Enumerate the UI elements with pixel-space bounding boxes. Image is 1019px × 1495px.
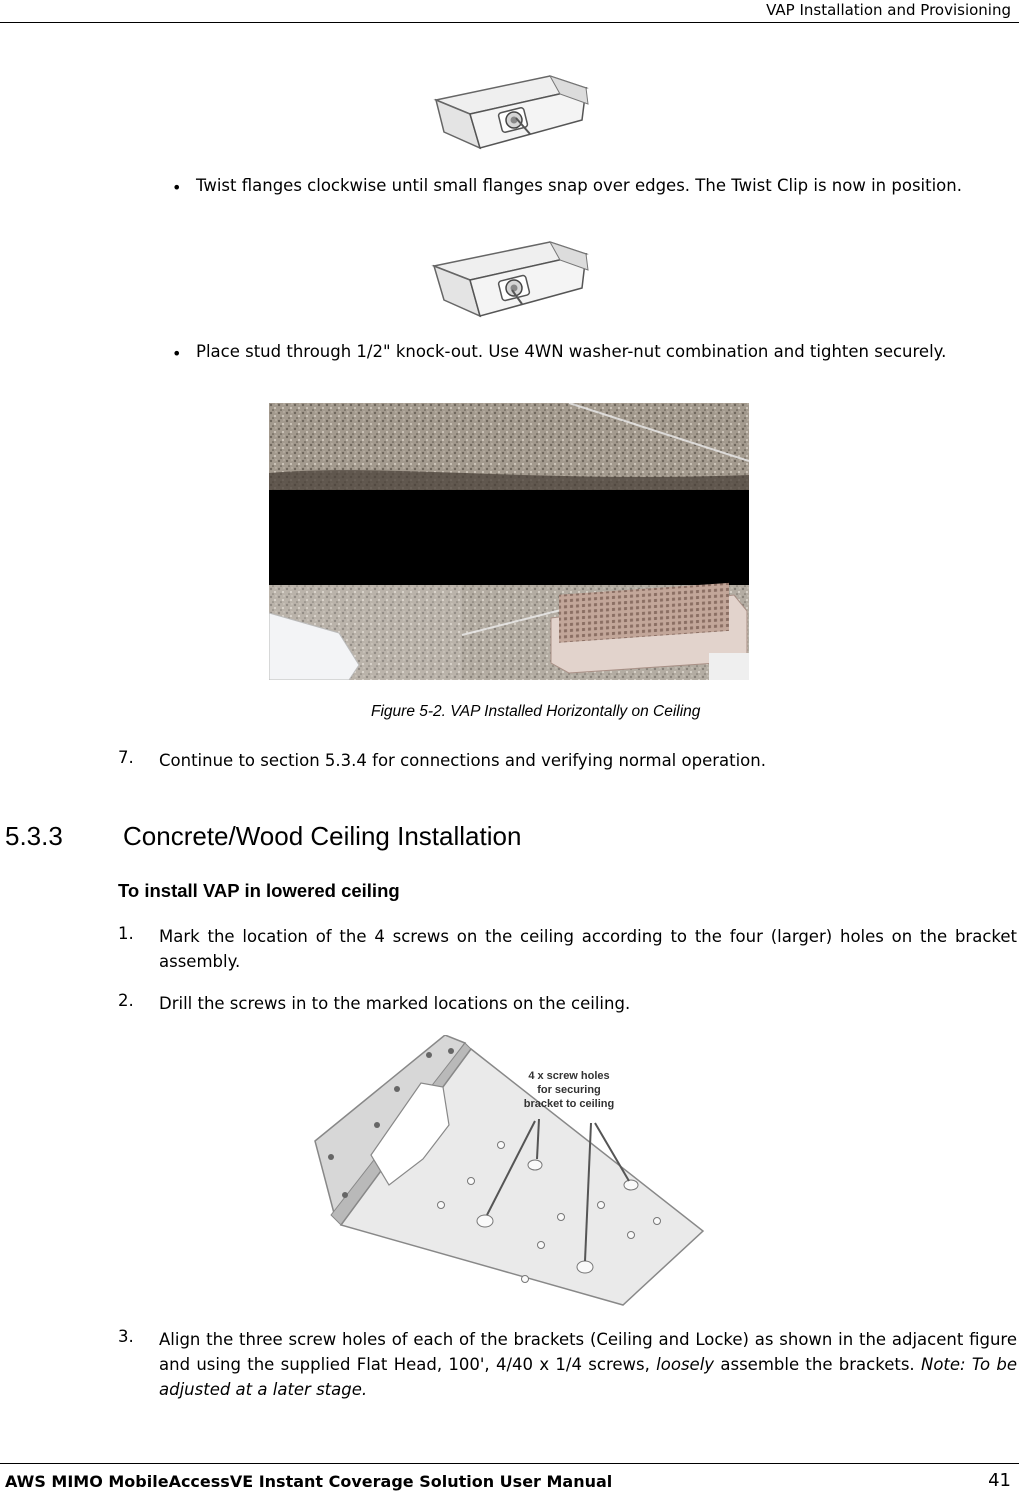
bracket-label: bracket to ceiling (523, 1098, 615, 1110)
header-title: VAP Installation and Provisioning (766, 1, 1011, 19)
bullet-text-2: Place stud through 1/2" knock-out. Use 4WN washer-nut combination and tighten securely. (196, 342, 947, 361)
subheading: To install VAP in lowered ceiling (118, 880, 400, 901)
footer-manual-title: AWS MIMO MobileAccessVE Instant Coverage Solution User Manual (5, 1472, 613, 1491)
figure-caption: Figure 5-2. VAP Installed Horizontally on Ceiling (371, 703, 701, 720)
step-text-3 (159, 1327, 1017, 1402)
ceiling-photo (269, 403, 749, 680)
step-number: 3. (118, 1327, 134, 1346)
step-text-1: Mark the location of the 4 screws on the ceiling according to the four (larger) holes on the bracket assembly. (159, 927, 1017, 971)
step-number: 2. (118, 991, 134, 1010)
step-number: 7. (118, 748, 134, 767)
section-title: Concrete/Wood Ceiling Installation (123, 821, 522, 851)
bracket-label: for securing (537, 1084, 601, 1096)
step3-emphasis: loosely (656, 1355, 715, 1374)
bullet-text-1: Twist flanges clockwise until small flanges snap over edges. The Twist Clip is now in position. (196, 176, 962, 195)
step-number: 1. (118, 924, 134, 943)
step3-text-after: assemble the brackets. (720, 1355, 915, 1374)
bullet-marker: • (172, 344, 182, 363)
step-text-2: Drill the screws in to the marked locations on the ceiling. (159, 994, 631, 1013)
bracket-image (311, 1035, 705, 1307)
twist-clip-image-1 (430, 70, 590, 150)
step3-note: Note: To be adjusted at a later stage. (159, 1355, 1017, 1399)
bullet-marker: • (172, 178, 182, 197)
page-number: 41 (988, 1470, 1011, 1491)
step3-text: Align the three screw holes of each of the brackets (Ceiling and Locke) as shown in the adjacent figure and using the supplied Flat Head, 100', 4/40 x 1/4 screws, (159, 1330, 1017, 1374)
page-header (0, 0, 1019, 23)
page-footer (0, 1463, 1019, 1491)
step-text-7: Continue to section 5.3.4 for connections and verifying normal operation. (159, 751, 766, 770)
section-number: 5.3.3 (5, 821, 63, 851)
bracket-label: 4 x screw holes (528, 1070, 610, 1082)
twist-clip-image-2 (428, 238, 592, 320)
